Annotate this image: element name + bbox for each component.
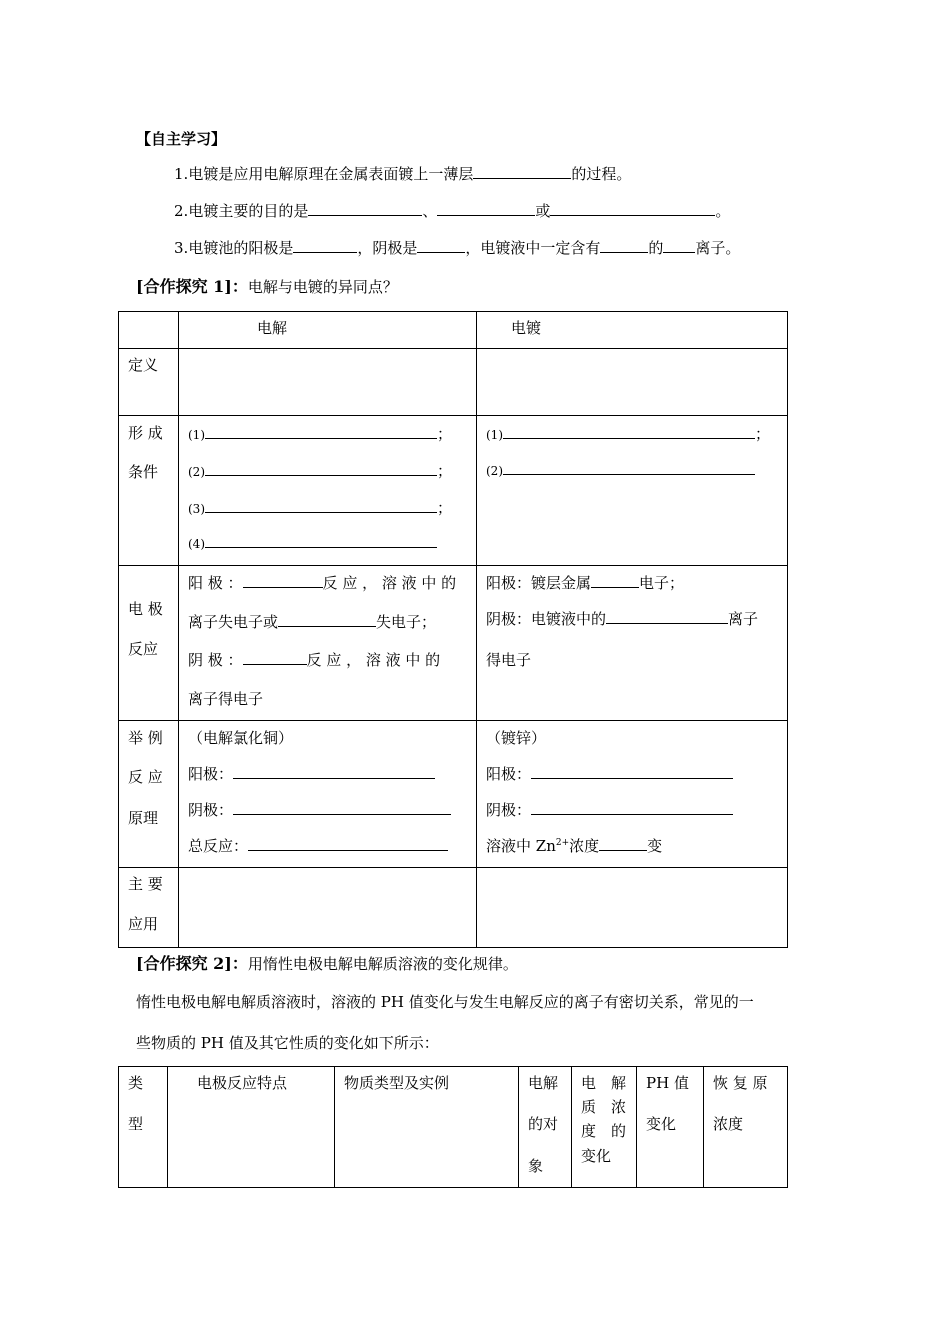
row-definition-label-cell	[119, 349, 179, 416]
q1-blank[interactable]	[473, 164, 571, 179]
row-definition-label: 定义	[128, 356, 159, 374]
q3-number: 3.	[174, 239, 189, 257]
header-plating-cell	[477, 312, 788, 349]
self-study-heading: 【自主学习】	[136, 130, 227, 148]
cond-e-2-num: (2)	[188, 465, 205, 479]
ex-e-cathode-label: 阴极：	[188, 801, 234, 819]
ex-e-total-blank[interactable]	[248, 836, 448, 851]
row-example-label-2: 反 应	[128, 768, 163, 786]
ex-p-zn-charge: 2+	[555, 838, 570, 848]
col-object-2: 的对	[528, 1115, 559, 1133]
cond-e-2-semi: ；	[437, 462, 453, 480]
col-object-cell	[519, 1067, 572, 1188]
coop-1-text: 电解与电镀的异同点？	[247, 278, 398, 296]
col-conc-3: 度 的	[581, 1122, 627, 1140]
q3-blank-anode[interactable]	[293, 238, 357, 253]
cond-e-4-num: (4)	[188, 537, 205, 551]
q2-separator: 、	[422, 202, 438, 220]
coop-2-heading	[136, 951, 518, 974]
e-anode-blank[interactable]	[243, 573, 323, 588]
q2-blank-1[interactable]	[308, 201, 422, 216]
ex-p-zn-conc: 浓度	[569, 837, 600, 855]
cond-p-1-blank[interactable]	[503, 424, 755, 439]
coop-2-title: [合作探究 2]：	[136, 954, 248, 973]
ex-e-anode-label: 阳极：	[188, 765, 234, 783]
header-electrolysis: 电解	[257, 319, 288, 337]
ex-p-title: （镀锌）	[486, 729, 547, 747]
cond-e-4-blank[interactable]	[205, 533, 437, 548]
col-substance: 物质类型及实例	[344, 1074, 450, 1092]
application-plating-cell[interactable]	[477, 868, 788, 948]
question-2	[174, 200, 730, 221]
p-anode-text: 阳极：镀层金属	[486, 574, 592, 592]
header-electrolysis-cell	[179, 312, 477, 349]
col-type-cell	[119, 1067, 168, 1188]
col-restore-1: 恢 复 原	[713, 1074, 768, 1092]
ex-e-total-label: 总反应：	[188, 837, 249, 855]
example-plating-cell	[477, 721, 788, 868]
conditions-plating-cell	[477, 416, 788, 566]
coop-1-heading	[136, 274, 398, 297]
comparison-table	[118, 311, 788, 948]
cond-e-1-semi: ；	[437, 425, 453, 443]
cond-p-1-semi: ；	[755, 425, 771, 443]
col-type-2: 型	[128, 1115, 144, 1133]
q3-text-b: ，阴极是	[357, 239, 418, 257]
row-example-label-1: 举 例	[128, 729, 163, 747]
e-cathode-line2: 离子得电子	[188, 690, 264, 708]
conditions-electrolysis-cell	[179, 416, 477, 566]
row-example-label-3: 原理	[128, 809, 159, 827]
q3-blank-cathode[interactable]	[417, 238, 465, 253]
coop-2-paragraph-2: 些物质的 PH 值及其它性质的变化如下所示：	[136, 1034, 439, 1052]
ex-p-zn-text: 溶液中 Zn	[486, 837, 556, 855]
q3-blank-ion[interactable]	[663, 238, 695, 253]
e-cathode-text: 反 应 ， 溶 液 中 的	[306, 651, 441, 669]
row-electrode-label-2: 反应	[128, 640, 159, 658]
row-application-label-cell	[119, 868, 179, 948]
coop-2-paragraph-1: 惰性电极电解电解质溶液时，溶液的 PH 值变化与发生电解反应的离子有密切关系，常见的一	[136, 993, 754, 1011]
electrolysis-rules-table	[118, 1066, 788, 1188]
e-anode-line2-end: 失电子；	[376, 613, 437, 631]
p-cathode-line2: 得电子	[486, 651, 532, 669]
row-electrode-label-cell	[119, 566, 179, 721]
example-electrolysis-cell	[179, 721, 477, 868]
col-feature-cell	[168, 1067, 335, 1188]
row-conditions-label-1: 形 成	[128, 424, 163, 442]
col-ph-cell	[637, 1067, 704, 1188]
q3-blank-ion-metal[interactable]	[600, 238, 648, 253]
header-empty-cell	[119, 312, 179, 349]
col-feature: 电极反应特点	[197, 1074, 288, 1092]
e-anode-blank-2[interactable]	[278, 612, 376, 627]
col-ph-2: 变化	[646, 1115, 677, 1133]
col-restore-cell	[704, 1067, 788, 1188]
col-conc-1: 电 解	[581, 1074, 627, 1092]
cond-p-2-num: (2)	[486, 464, 503, 478]
p-cathode-blank[interactable]	[606, 609, 728, 624]
ex-p-cathode-label: 阴极：	[486, 801, 532, 819]
q2-end: 。	[715, 202, 731, 220]
col-conc-2: 质 浓	[581, 1098, 627, 1116]
row-application-label-2: 应用	[128, 915, 159, 933]
row-application-label-1: 主 要	[128, 875, 163, 893]
q2-text: 电镀主要的目的是	[188, 202, 309, 220]
ex-e-anode-blank[interactable]	[233, 764, 435, 779]
q1-number: 1.	[174, 165, 189, 183]
row-conditions-label-2: 条件	[128, 463, 159, 481]
application-electrolysis-cell[interactable]	[179, 868, 477, 948]
header-plating: 电镀	[511, 319, 542, 337]
cond-e-2-blank[interactable]	[205, 461, 437, 476]
row-electrode-label-1: 电 极	[128, 600, 163, 618]
col-substance-cell	[335, 1067, 519, 1188]
col-ph-1: PH 值	[646, 1074, 689, 1092]
q1-text-end: 的过程。	[571, 165, 632, 183]
e-cathode-label: 阴 极 ：	[188, 651, 243, 669]
q1-text: 电镀是应用电解原理在金属表面镀上一薄层	[188, 165, 474, 183]
q3-text-a: 电镀池的阳极是	[188, 239, 294, 257]
ex-e-cathode-blank[interactable]	[233, 800, 451, 815]
p-anode-blank[interactable]	[591, 573, 639, 588]
e-anode-label: 阳 极 ：	[188, 574, 243, 592]
cond-p-2-blank[interactable]	[503, 460, 755, 475]
cond-e-1-num: (1)	[188, 428, 205, 442]
q2-blank-2[interactable]	[437, 201, 535, 216]
definition-plating-cell[interactable]	[477, 349, 788, 416]
e-anode-line2: 离子失电子或	[188, 613, 279, 631]
e-cathode-blank[interactable]	[243, 650, 307, 665]
cond-e-3-semi: ；	[437, 499, 453, 517]
ex-p-anode-label: 阳极：	[486, 765, 532, 783]
ex-e-title: （电解氯化铜）	[188, 729, 294, 747]
ex-p-cathode-blank[interactable]	[531, 800, 733, 815]
col-type-1: 类	[128, 1074, 144, 1092]
question-3	[174, 237, 740, 258]
row-conditions-label-cell	[119, 416, 179, 566]
coop-2-text: 用惰性电极电解电解质溶液的变化规律。	[247, 955, 518, 973]
col-object-1: 电解	[528, 1074, 559, 1092]
q3-text-c: ，电镀液中一定含有	[465, 239, 601, 257]
p-cathode-end: 离子	[728, 610, 759, 628]
col-concentration-cell	[572, 1067, 637, 1188]
col-object-3: 象	[528, 1157, 544, 1175]
q2-or: 或	[535, 202, 551, 220]
definition-electrolysis-cell[interactable]	[179, 349, 477, 416]
question-1	[174, 163, 631, 184]
q2-number: 2.	[174, 202, 189, 220]
cond-e-3-blank[interactable]	[205, 498, 437, 513]
q2-blank-3[interactable]	[550, 201, 715, 216]
row-example-label-cell	[119, 721, 179, 868]
col-conc-4: 变化	[581, 1147, 612, 1165]
col-restore-2: 浓度	[713, 1115, 744, 1133]
cond-p-1-num: (1)	[486, 428, 503, 442]
p-cathode-text: 阴极：电镀液中的	[486, 610, 607, 628]
electrode-electrolysis-cell	[179, 566, 477, 721]
cond-e-1-blank[interactable]	[205, 424, 437, 439]
electrode-plating-cell	[477, 566, 788, 721]
ex-p-anode-blank[interactable]	[531, 764, 733, 779]
coop-1-title: [合作探究 1]：	[136, 277, 248, 296]
p-anode-end: 电子；	[639, 574, 685, 592]
q3-text-e: 离子。	[695, 239, 741, 257]
ex-p-zn-blank[interactable]	[599, 836, 647, 851]
e-anode-text: 反 应 ， 溶 液 中 的	[322, 574, 457, 592]
ex-p-zn-end: 变	[647, 837, 663, 855]
cond-e-3-num: (3)	[188, 502, 205, 516]
q3-text-d: 的	[648, 239, 664, 257]
